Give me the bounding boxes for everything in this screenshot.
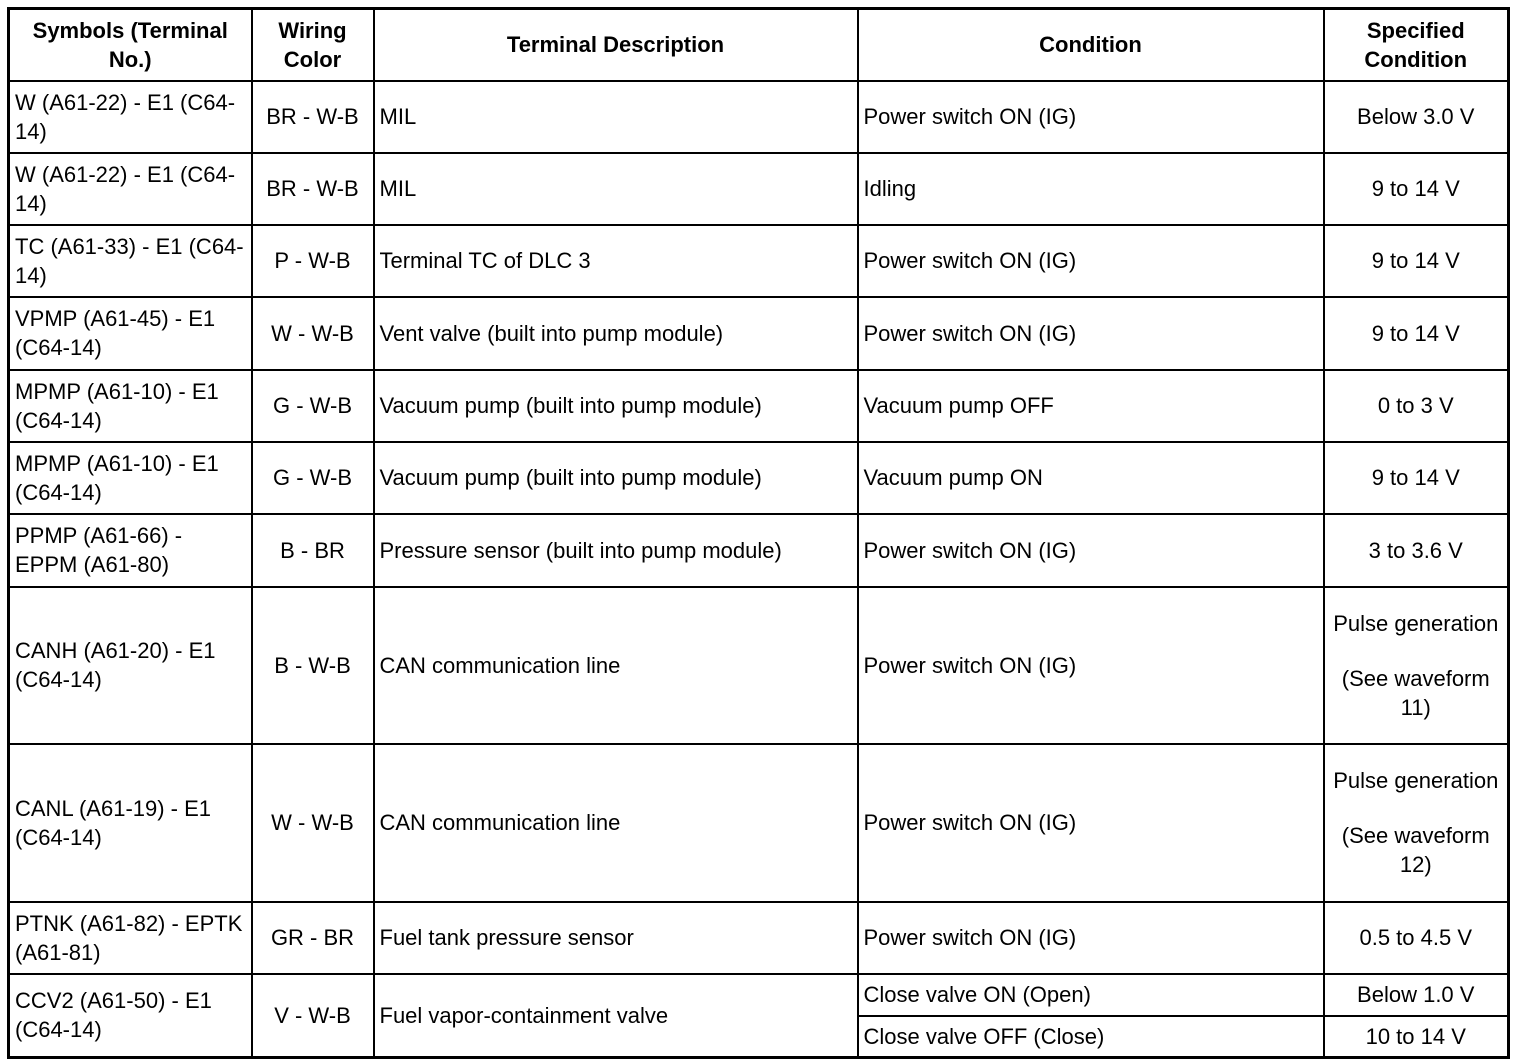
specified-value: Pulse generation: [1333, 610, 1499, 636]
table-row: [9, 587, 1509, 744]
description-cell: Vacuum pump (built into pump module): [374, 370, 858, 442]
wiring-color-cell: BR - W-B: [252, 81, 374, 153]
wiring-color-cell: BR - W-B: [252, 153, 374, 225]
wiring-color-cell: W - W-B: [252, 297, 374, 370]
specified-cell: 10 to 14 V: [1324, 1016, 1509, 1058]
description-cell: CAN communication line: [374, 587, 858, 744]
symbol-cell: MPMP (A61-10) - E1 (C64-14): [9, 442, 252, 514]
condition-cell: Power switch ON (IG): [858, 587, 1324, 744]
wiring-color-cell: G - W-B: [252, 442, 374, 514]
specified-cell: 9 to 14 V: [1324, 297, 1509, 370]
table-row: [9, 744, 1509, 902]
condition-cell: Idling: [858, 153, 1324, 225]
symbol-cell: VPMP (A61-45) - E1 (C64-14): [9, 297, 252, 370]
header-terminal-description: Terminal Description: [374, 9, 858, 81]
wiring-color-cell: W - W-B: [252, 744, 374, 902]
wiring-color-cell: P - W-B: [252, 225, 374, 297]
description-cell: Pressure sensor (built into pump module): [374, 514, 858, 587]
specified-cell: 9 to 14 V: [1324, 442, 1509, 514]
specified-cell: Below 1.0 V: [1324, 974, 1509, 1016]
wiring-color-cell: G - W-B: [252, 370, 374, 442]
table-row: [9, 153, 1509, 225]
description-cell: Fuel tank pressure sensor: [374, 902, 858, 974]
table-row: [9, 442, 1509, 514]
condition-cell: Vacuum pump OFF: [858, 370, 1324, 442]
wiring-color-cell: B - W-B: [252, 587, 374, 744]
specified-cell: [1324, 587, 1509, 744]
condition-cell: Vacuum pump ON: [858, 442, 1324, 514]
specified-note: (See waveform 12): [1341, 823, 1490, 877]
description-cell: Terminal TC of DLC 3: [374, 225, 858, 297]
symbol-cell: W (A61-22) - E1 (C64-14): [9, 81, 252, 153]
table-row: [9, 902, 1509, 974]
condition-cell: Power switch ON (IG): [858, 902, 1324, 974]
symbol-cell: CANL (A61-19) - E1 (C64-14): [9, 744, 252, 902]
header-symbols: Symbols (Terminal No.): [9, 9, 252, 81]
specified-cell: 9 to 14 V: [1324, 153, 1509, 225]
wiring-color-cell: V - W-B: [252, 974, 374, 1058]
table-row: [9, 297, 1509, 370]
specified-value: Pulse generation: [1333, 768, 1499, 793]
specified-cell: 9 to 14 V: [1324, 225, 1509, 297]
description-cell: Vacuum pump (built into pump module): [374, 442, 858, 514]
header-specified-condition: Specified Condition: [1324, 9, 1509, 81]
specified-cell: 0.5 to 4.5 V: [1324, 902, 1509, 974]
condition-cell: Power switch ON (IG): [858, 225, 1324, 297]
table-row: [9, 225, 1509, 297]
specified-note: (See waveform 11): [1341, 665, 1490, 720]
symbol-cell: W (A61-22) - E1 (C64-14): [9, 153, 252, 225]
description-cell: MIL: [374, 153, 858, 225]
specified-cell: Below 3.0 V: [1324, 81, 1509, 153]
symbol-cell: CCV2 (A61-50) - E1 (C64-14): [9, 974, 252, 1058]
condition-cell: Close valve OFF (Close): [858, 1016, 1324, 1058]
condition-cell: Close valve ON (Open): [858, 974, 1324, 1016]
condition-cell: Power switch ON (IG): [858, 297, 1324, 370]
header-row: [9, 9, 1509, 81]
wiring-color-cell: GR - BR: [252, 902, 374, 974]
symbol-cell: PTNK (A61-82) - EPTK (A61-81): [9, 902, 252, 974]
specified-cell: 0 to 3 V: [1324, 370, 1509, 442]
specified-cell: [1324, 744, 1509, 902]
description-cell: MIL: [374, 81, 858, 153]
table-row: [9, 974, 1509, 1016]
condition-cell: Power switch ON (IG): [858, 514, 1324, 587]
symbol-cell: CANH (A61-20) - E1 (C64-14): [9, 587, 252, 744]
description-cell: Fuel vapor-containment valve: [374, 974, 858, 1058]
terminal-spec-table: [7, 7, 1510, 1059]
table-row: [9, 370, 1509, 442]
description-cell: CAN communication line: [374, 744, 858, 902]
description-cell: Vent valve (built into pump module): [374, 297, 858, 370]
symbol-cell: TC (A61-33) - E1 (C64-14): [9, 225, 252, 297]
symbol-cell: MPMP (A61-10) - E1 (C64-14): [9, 370, 252, 442]
table-row: [9, 514, 1509, 587]
header-condition: Condition: [858, 9, 1324, 81]
header-wiring-color: Wiring Color: [252, 9, 374, 81]
condition-cell: Power switch ON (IG): [858, 744, 1324, 902]
condition-cell: Power switch ON (IG): [858, 81, 1324, 153]
table-row: [9, 81, 1509, 153]
wiring-color-cell: B - BR: [252, 514, 374, 587]
specified-cell: 3 to 3.6 V: [1324, 514, 1509, 587]
symbol-cell: PPMP (A61-66) - EPPM (A61-80): [9, 514, 252, 587]
